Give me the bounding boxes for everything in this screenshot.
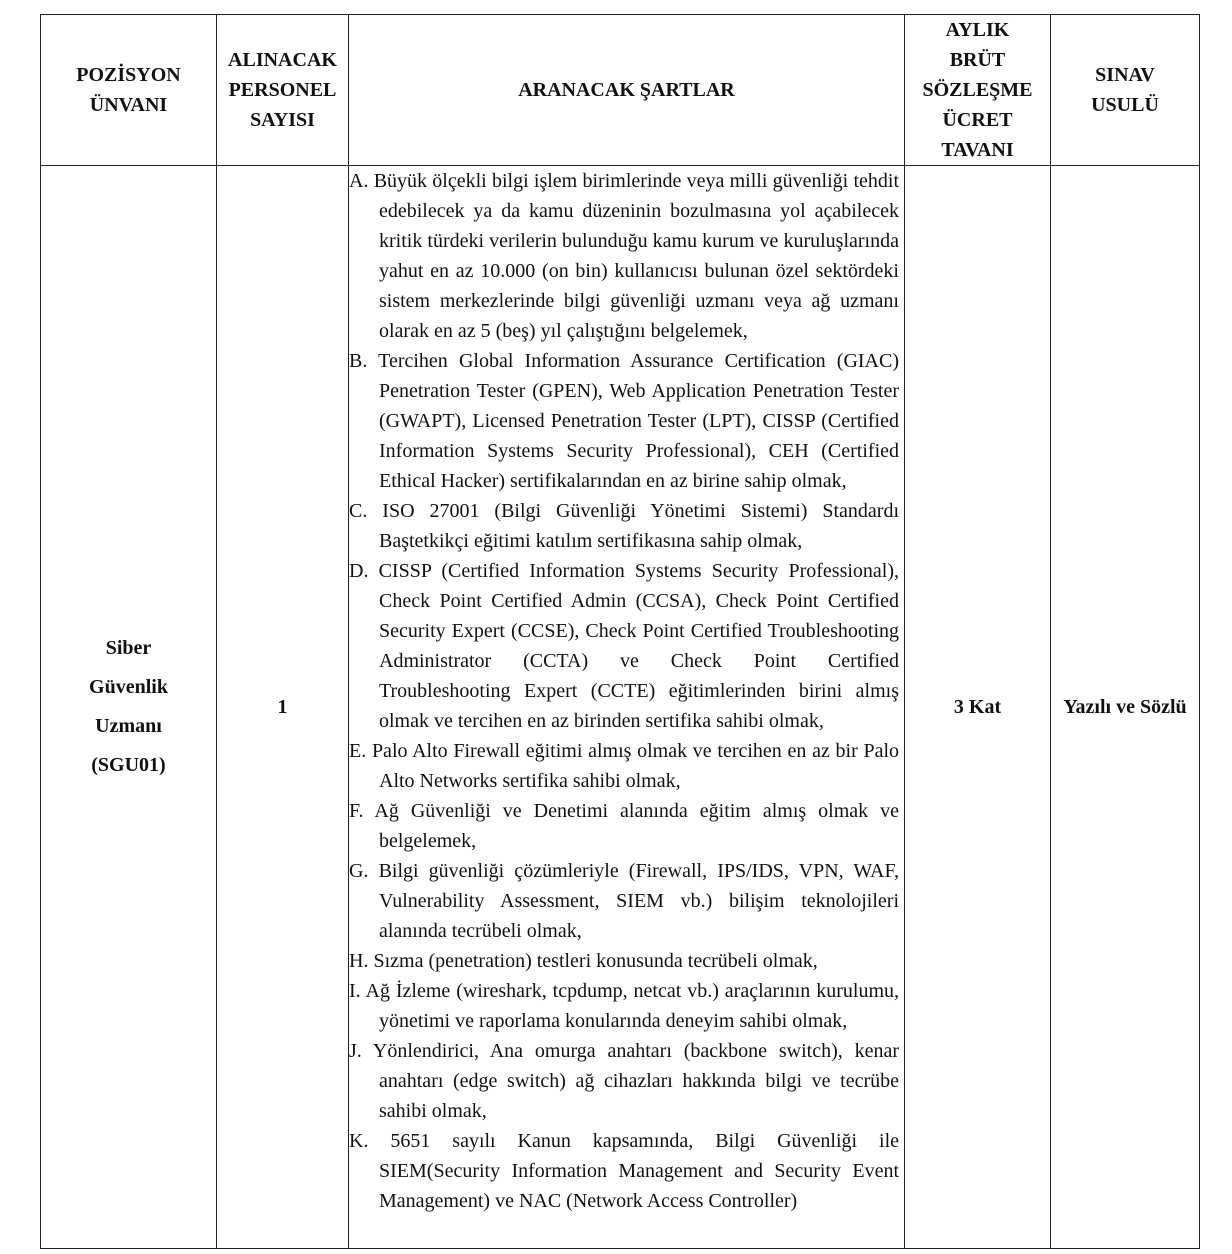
header-salary-cap: AYLIK BRÜT SÖZLEŞME ÜCRET TAVANI bbox=[905, 15, 1051, 166]
header-position-title: POZİSYON ÜNVANI bbox=[41, 15, 217, 166]
condition-item: I. Ağ İzleme (wireshark, tcpdump, netcat vb.) araçlarının kurulumu, yönetimi ve raporlama konularında deneyim sahibi olmak, bbox=[349, 980, 899, 1032]
conditions-list bbox=[349, 166, 899, 1248]
condition-item: A. Büyük ölçekli bilgi işlem birimlerinde veya milli güvenliği tehdit edebilecek ya da kamu düzeninin bozulmasına yol açabilecek kritik türdeki verilerin bulunduğu kamu kurum ve kuruluşlarında yahut en az 10.000 (on bin) kullanıcısı bulunan özel sektördeki sistem merkezlerinde bilgi güvenliği uzmanı veya ağ uzmanı olarak en az 5 (beş) yıl çalıştığını belgelemek, bbox=[349, 170, 899, 342]
document-page bbox=[40, 14, 1200, 1249]
header-row bbox=[41, 15, 1200, 166]
condition-item: F. Ağ Güvenliği ve Denetimi alanında eğitim almış olmak ve belgelemek, bbox=[349, 800, 899, 852]
header-required-conditions: ARANACAK ŞARTLAR bbox=[349, 15, 905, 166]
condition-item: C. ISO 27001 (Bilgi Güvenliği Yönetimi Sistemi) Standardı Baştetkikçi eğitimi katılım sertifikasına sahip olmak, bbox=[349, 500, 899, 552]
header-personnel-count: ALINACAK PERSONEL SAYISI bbox=[217, 15, 349, 166]
condition-item: D. CISSP (Certified Information Systems Security Professional), Check Point Certified Admin (CCSA), Check Point Certified Security Expert (CCSE), Check Point Certified Troubleshooting Administrator (CCTA) ve Check Point Certified Troubleshooting Expert (CCTE) eğitimlerinden birini almış olmak ve tercihen en az birinden sertifika sahibi olmak, bbox=[349, 560, 899, 732]
count-cell: 1 bbox=[217, 166, 349, 1249]
requirements-table bbox=[40, 14, 1200, 1249]
condition-item: G. Bilgi güvenliği çözümleriyle (Firewall, IPS/IDS, VPN, WAF, Vulnerability Assessment, SIEM vb.) bilişim teknolojileri alanında tecrübeli olmak, bbox=[349, 860, 899, 942]
condition-item: K. 5651 sayılı Kanun kapsamında, Bilgi Güvenliği ile SIEM(Security Information Management and Security Event Management) ve NAC (Network Access Controller) bbox=[349, 1130, 899, 1212]
exam-cell: Yazılı ve Sözlü bbox=[1051, 166, 1200, 1249]
conditions-cell bbox=[349, 166, 905, 1249]
condition-item: J. Yönlendirici, Ana omurga anahtarı (backbone switch), kenar anahtarı (edge switch) ağ cihazları hakkında bilgi ve tecrübe sahibi olmak, bbox=[349, 1040, 899, 1122]
position-cell: Siber Güvenlik Uzmanı (SGU01) bbox=[41, 166, 217, 1249]
salary-cell: 3 Kat bbox=[905, 166, 1051, 1249]
table-row bbox=[41, 166, 1200, 1249]
condition-item: B. Tercihen Global Information Assurance Certification (GIAC) Penetration Tester (GPEN), Web Application Penetration Tester (GWAPT), Licensed Penetration Tester (LPT), CISSP (Certified Information Systems Security Professional), CEH (Certified Ethical Hacker) sertifikalarından en az birine sahip olmak, bbox=[349, 350, 899, 492]
condition-item: E. Palo Alto Firewall eğitimi almış olmak ve tercihen en az bir Palo Alto Networks sertifika sahibi olmak, bbox=[349, 740, 899, 792]
header-exam-method: SINAV USULÜ bbox=[1051, 15, 1200, 166]
condition-item: H. Sızma (penetration) testleri konusunda tecrübeli olmak, bbox=[349, 950, 818, 972]
